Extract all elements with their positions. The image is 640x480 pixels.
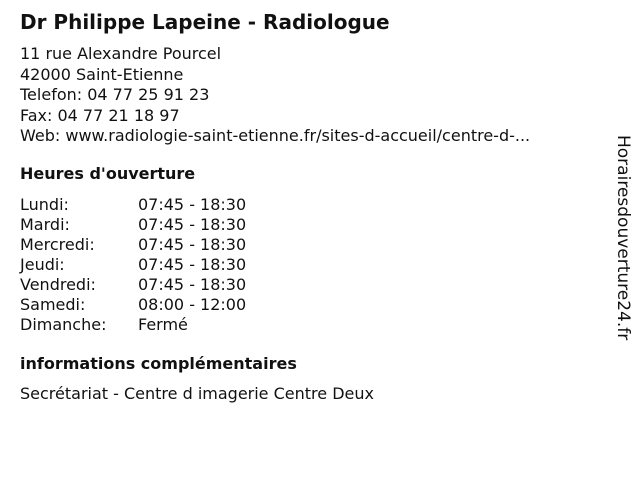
phone-number: Telefon: 04 77 25 91 23 — [20, 85, 210, 104]
hours-row-sunday — [20, 315, 246, 335]
time-value: 08:00 - 12:00 — [138, 295, 247, 314]
time-value: 07:45 - 18:30 — [138, 215, 247, 234]
hours-row-wednesday — [20, 235, 246, 255]
address-block — [20, 44, 530, 147]
site-watermark: Horairesdouverture24.fr — [613, 135, 633, 341]
hours-row-monday — [20, 195, 246, 215]
time-value: Fermé — [138, 315, 188, 334]
time-value: 07:45 - 18:30 — [138, 195, 247, 214]
page-title: Dr Philippe Lapeine - Radiologue — [20, 10, 390, 34]
day-label: Dimanche: — [20, 315, 107, 334]
day-label: Lundi: — [20, 195, 69, 214]
additional-info-heading: informations complémentaires — [20, 354, 297, 373]
street-address: 11 rue Alexandre Pourcel — [20, 44, 222, 63]
time-value: 07:45 - 18:30 — [138, 255, 247, 274]
opening-hours-heading: Heures d'ouverture — [20, 164, 196, 183]
website: Web: www.radiologie-saint-etienne.fr/sites-d-accueil/centre-d-... — [20, 126, 531, 145]
hours-row-thursday — [20, 255, 246, 275]
day-label: Vendredi: — [20, 275, 96, 294]
day-label: Mardi: — [20, 215, 70, 234]
city: 42000 Saint-Etienne — [20, 64, 184, 84]
additional-info-text: Secrétariat - Centre d imagerie Centre Deux — [20, 384, 374, 403]
opening-hours-table — [20, 195, 246, 335]
hours-row-saturday — [20, 295, 246, 315]
day-label: Samedi: — [20, 295, 86, 314]
time-value: 07:45 - 18:30 — [138, 275, 247, 294]
hours-row-friday — [20, 275, 246, 295]
day-label: Jeudi: — [20, 255, 65, 274]
fax-number: Fax: 04 77 21 18 97 — [20, 105, 180, 125]
day-label: Mercredi: — [20, 235, 95, 254]
hours-row-tuesday — [20, 215, 246, 235]
time-value: 07:45 - 18:30 — [138, 235, 247, 254]
